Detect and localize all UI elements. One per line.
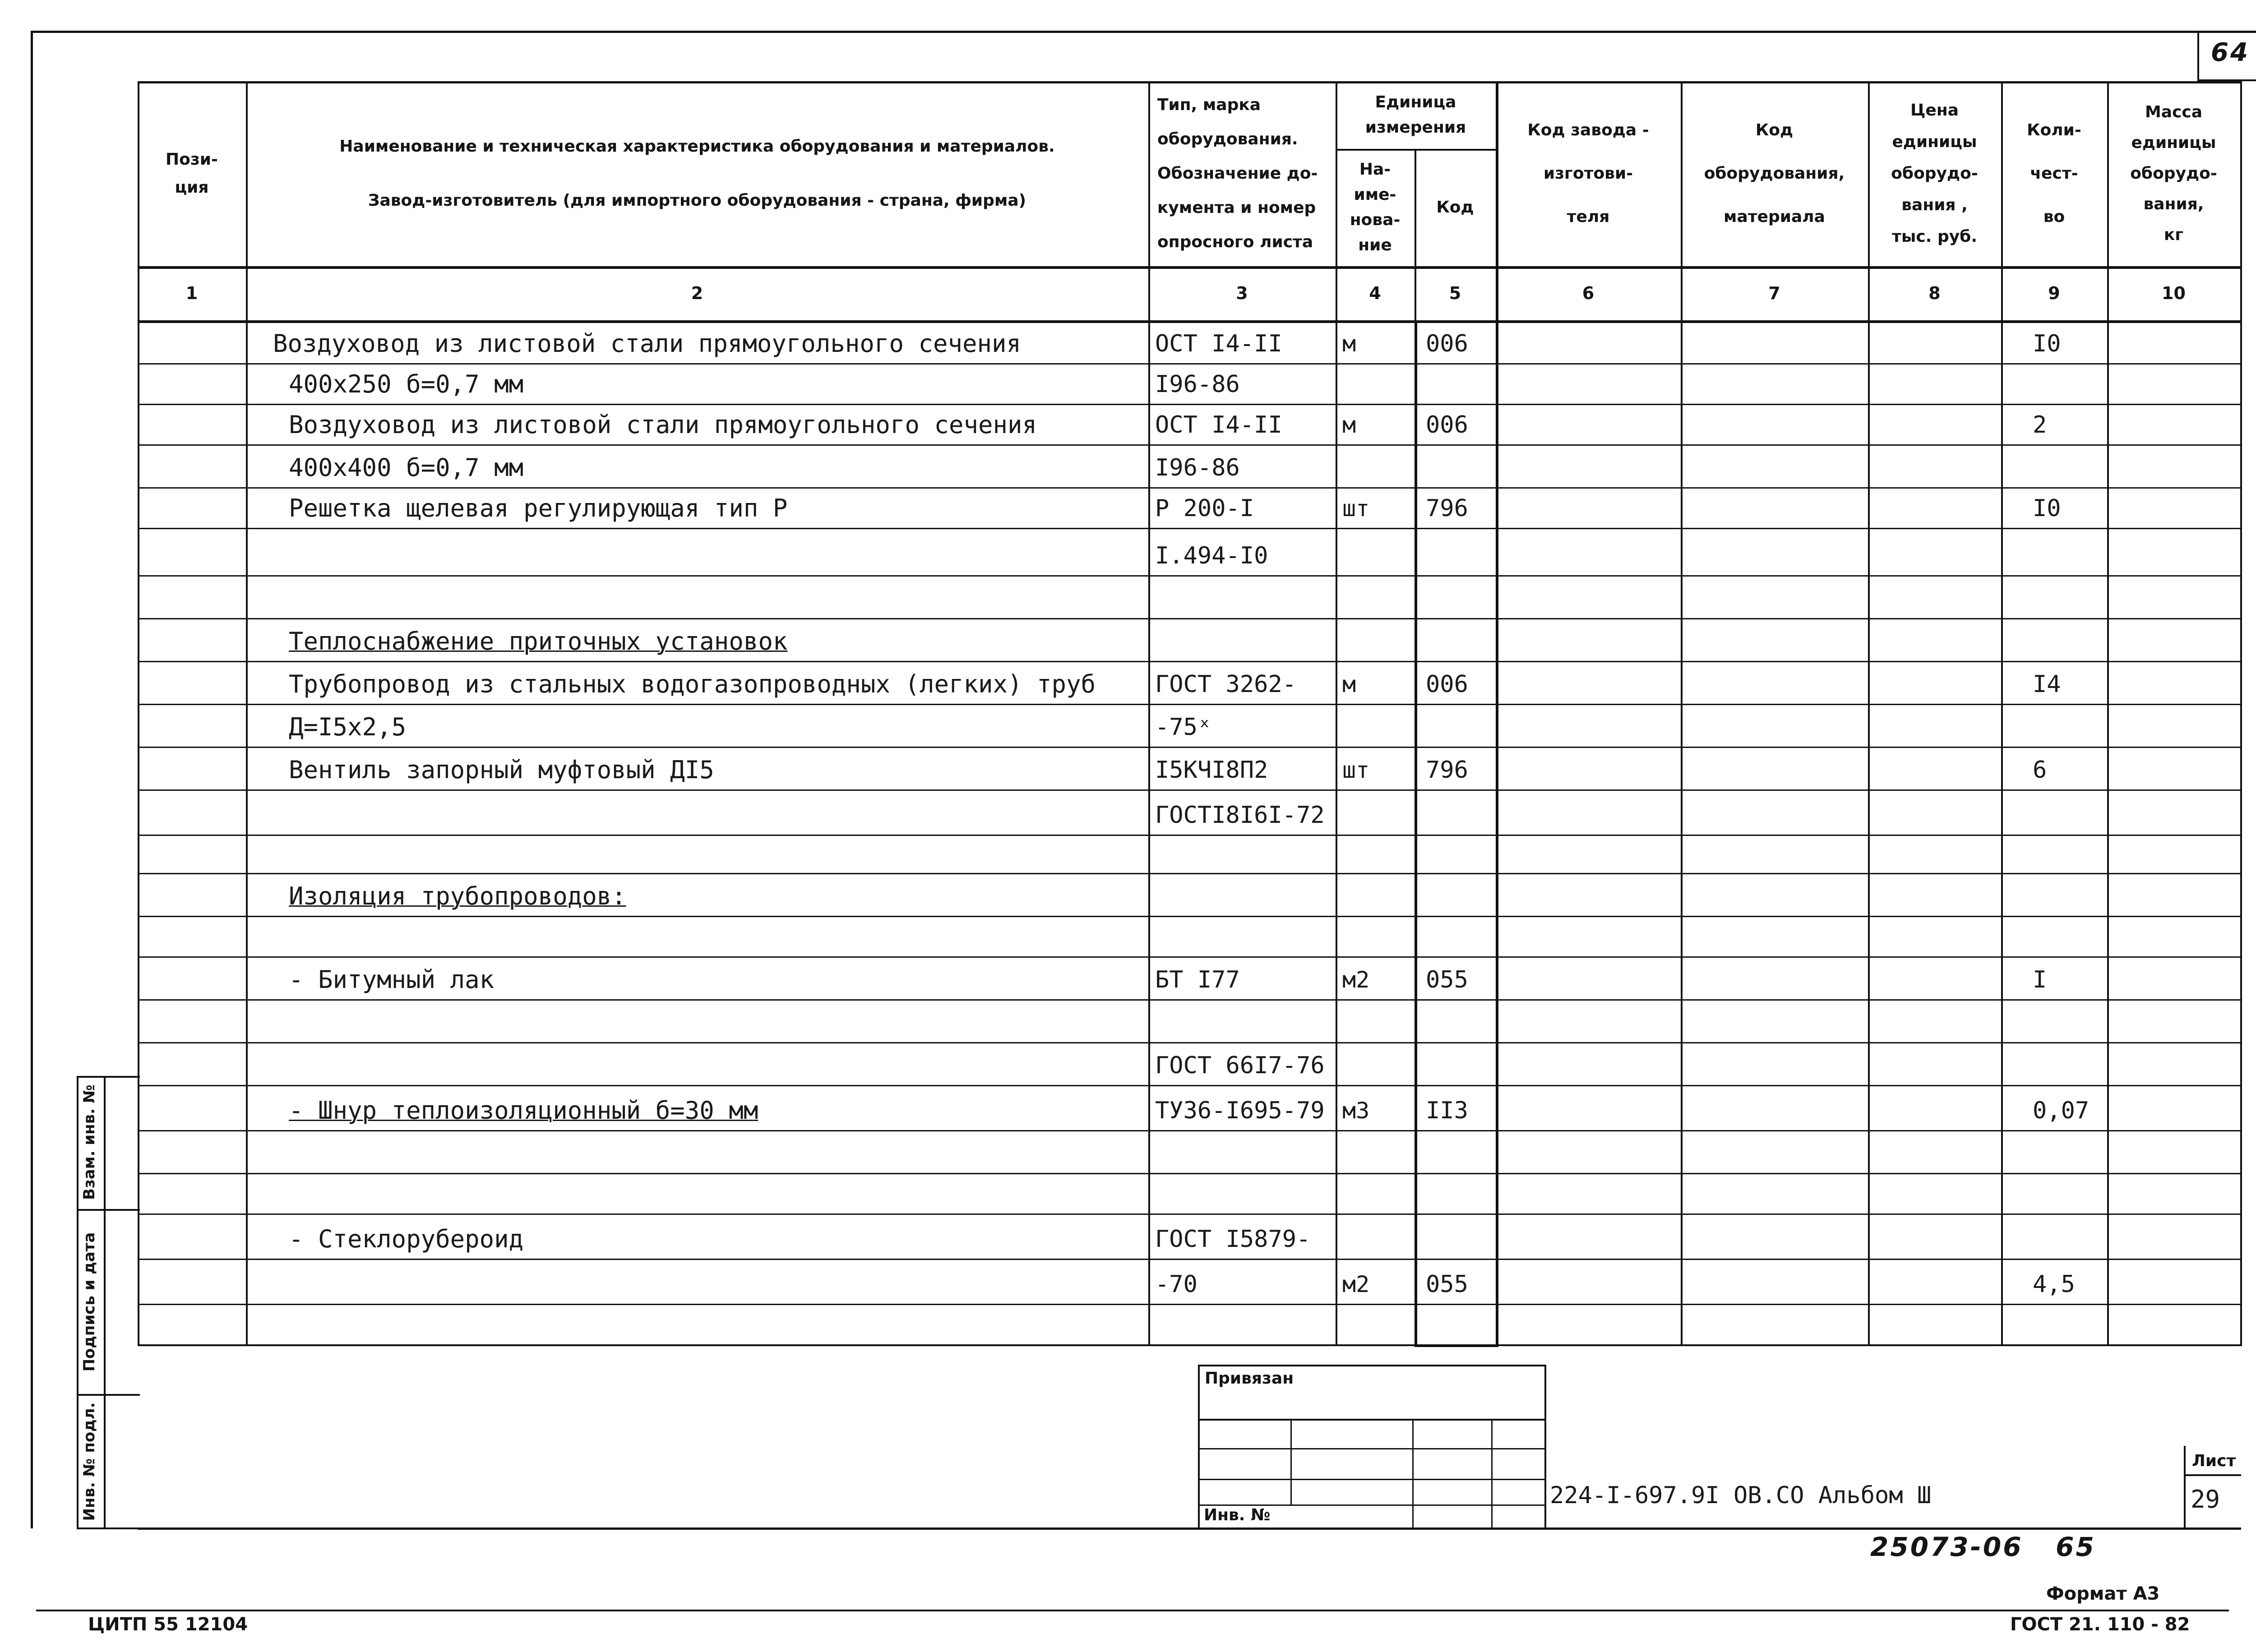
row-rule-17 <box>138 1085 2242 1086</box>
sheet-corner-number: 64 <box>2211 38 2250 67</box>
row-rule-4 <box>138 528 2242 529</box>
row-rule-0 <box>138 363 2242 365</box>
format-label: Формат А3 <box>2046 1583 2160 1604</box>
item-name: Воздуховод из листовой стали прямоугольного сечения <box>273 329 1022 358</box>
item-document: -75ˣ <box>1155 714 1212 741</box>
table-number-rule <box>138 320 2242 323</box>
item-quantity: I0 <box>2033 330 2061 357</box>
title-bottom <box>138 1527 2241 1530</box>
table-bottom-rule <box>138 1344 2242 1346</box>
row-rule-12 <box>138 873 2242 874</box>
row-rule-22 <box>138 1304 2242 1305</box>
header-quantity: Коли- чест- во <box>2027 121 2081 226</box>
item-unit: м <box>1342 671 1356 697</box>
tb-privyazan-right <box>1544 1365 1546 1528</box>
code-col-thick-right <box>1496 320 1498 1346</box>
header-equipment-code: Код оборудования, материала <box>1704 121 1845 226</box>
item-unit-code: 055 <box>1426 966 1468 993</box>
item-quantity: I0 <box>2033 495 2061 522</box>
tb-h1 <box>1198 1419 1545 1421</box>
item-name: - Битумный лак <box>289 965 495 994</box>
header-unit-code: Код <box>1436 198 1474 217</box>
row-rule-1 <box>138 404 2242 405</box>
item-name: Трубопровод из стальных водогазопроводных (легких) труб <box>289 670 1096 698</box>
handwritten-number: 25073-06 65 <box>1870 1532 2096 1562</box>
column-number-3: 3 <box>1236 283 1248 303</box>
item-document: БТ I77 <box>1155 966 1240 993</box>
item-unit: м <box>1342 331 1356 357</box>
item-quantity: 0,07 <box>2033 1097 2090 1124</box>
item-quantity: 6 <box>2033 757 2047 784</box>
item-unit: м3 <box>1342 1098 1370 1124</box>
column-number-10: 10 <box>2162 283 2186 303</box>
header-factory-code: Код завода - изготови- теля <box>1527 121 1649 226</box>
column-number-5: 5 <box>1449 283 1461 303</box>
side-stamp-mid <box>104 1076 106 1529</box>
header-unit-name: На- име- нова- ние <box>1350 160 1401 254</box>
header-unit-group: Единица измерения <box>1365 93 1466 137</box>
item-document: ГОСТ I5879- <box>1155 1226 1311 1253</box>
row-rule-11 <box>138 835 2242 836</box>
bottom-rule <box>36 1610 2229 1611</box>
tb-v2 <box>1412 1419 1414 1528</box>
row-rule-5 <box>138 575 2242 577</box>
tb-list-label: Лист <box>2192 1452 2236 1470</box>
item-document: ОСТ I4-II <box>1155 330 1282 357</box>
header-mass: Масса единицы оборудо- вания, кг <box>2130 103 2217 244</box>
item-name: Д=I5х2,5 <box>289 713 407 741</box>
row-rule-16 <box>138 1042 2242 1043</box>
item-document: ГОСТ 3262- <box>1155 671 1297 698</box>
tb-privyazan-label: Привязан <box>1205 1369 1294 1388</box>
gost-label: ГОСТ 21. 110 - 82 <box>2010 1614 2190 1635</box>
code-col-thick-left <box>1415 320 1417 1346</box>
item-unit-code: 006 <box>1426 411 1468 438</box>
item-unit: м2 <box>1342 1271 1370 1297</box>
row-rule-14 <box>138 956 2242 958</box>
row-rule-3 <box>138 487 2242 489</box>
item-unit: шт <box>1342 757 1370 783</box>
column-number-9: 9 <box>2048 283 2060 303</box>
row-rule-21 <box>138 1259 2242 1260</box>
item-quantity: I4 <box>2033 671 2061 698</box>
item-document: ТУ36-I695-79 <box>1155 1097 1325 1124</box>
item-document: I96-86 <box>1155 454 1240 481</box>
row-rule-9 <box>138 747 2242 748</box>
item-document: ГОСТ 66I7-76 <box>1155 1052 1325 1079</box>
item-quantity: 4,5 <box>2033 1271 2075 1298</box>
tb-inv-label: Инв. № <box>1204 1506 1271 1524</box>
tb-list-left <box>2184 1446 2186 1528</box>
row-rule-20 <box>138 1214 2242 1215</box>
item-quantity: 2 <box>2033 411 2047 438</box>
item-document: -70 <box>1155 1271 1197 1298</box>
row-rule-18 <box>138 1130 2242 1131</box>
item-name: Воздуховод из листовой стали прямоугольного сечения <box>289 411 1037 439</box>
left-code: ЦИТП 55 12104 <box>88 1614 248 1635</box>
item-unit-code: II3 <box>1426 1097 1468 1124</box>
header-price: Цена единицы оборудо- вания , тыс. руб. <box>1891 101 1978 246</box>
column-number-2: 2 <box>691 283 703 303</box>
row-rule-13 <box>138 916 2242 917</box>
row-rule-8 <box>138 704 2242 705</box>
tb-list-number: 29 <box>2191 1485 2220 1514</box>
column-number-6: 6 <box>1582 283 1595 303</box>
column-number-7: 7 <box>1768 283 1780 303</box>
item-quantity: I <box>2033 966 2047 993</box>
item-name: - Стеклорубероид <box>289 1225 524 1253</box>
column-number-8: 8 <box>1928 283 1941 303</box>
item-name: 400х250 б=0,7 мм <box>289 370 524 398</box>
row-rule-10 <box>138 789 2242 791</box>
tb-privyazan-top <box>1198 1365 1545 1366</box>
side-stamp-left <box>77 1076 79 1529</box>
item-document: I96-86 <box>1155 371 1240 398</box>
corner-box-left <box>2197 31 2199 80</box>
item-name: Теплоснабжение приточных установок <box>289 627 788 655</box>
row-rule-19 <box>138 1173 2242 1174</box>
side-stamp-podpis: Подпись и дата <box>80 1232 98 1372</box>
column-number-4: 4 <box>1369 283 1381 303</box>
item-unit-code: 006 <box>1426 671 1468 698</box>
item-unit: шт <box>1342 495 1370 521</box>
tb-privyazan-left <box>1198 1365 1200 1528</box>
item-unit: м2 <box>1342 967 1370 993</box>
side-stamp-inv-podl: Инв. № подл. <box>80 1402 98 1521</box>
header-name: Наименование и техническая характеристика оборудования и материалов. Завод-изготовитель (для импортного оборудования - страна, фирма) <box>339 137 1055 210</box>
row-rule-6 <box>138 618 2242 619</box>
item-name: Вентиль запорный муфтовый ДI5 <box>289 756 714 784</box>
col-line-10 <box>2240 81 2242 1346</box>
item-unit: м <box>1342 412 1356 438</box>
item-document: Р 200-I <box>1155 495 1254 522</box>
row-rule-2 <box>138 444 2242 446</box>
tb-v1 <box>1290 1419 1292 1504</box>
header-type-doc: Тип, марка оборудования. Обозначение до- кумента и номер опросного листа <box>1157 96 1318 251</box>
item-name: Изоляция трубопроводов: <box>289 882 626 910</box>
column-number-1: 1 <box>185 283 198 303</box>
side-stamp-vzam: Взам. инв. № <box>80 1084 98 1200</box>
tb-h3 <box>1198 1479 1545 1480</box>
header-position: Пози- ция <box>166 150 218 197</box>
item-unit-code: 796 <box>1426 495 1468 522</box>
item-unit-code: 006 <box>1426 330 1468 357</box>
item-document: I.494-I0 <box>1155 542 1268 569</box>
row-rule-7 <box>138 661 2242 662</box>
tb-designation: 224-I-697.9I ОВ.СО Альбом Ш <box>1550 1482 1932 1509</box>
tb-list-sep <box>2184 1474 2241 1476</box>
row-rule-15 <box>138 999 2242 1001</box>
frame-top <box>32 31 2256 33</box>
tb-h2 <box>1198 1448 1545 1449</box>
item-document: ОСТ I4-II <box>1155 411 1282 438</box>
item-unit-code: 055 <box>1426 1271 1468 1298</box>
tb-v3 <box>1491 1419 1493 1528</box>
item-name: - Шнур теплоизоляционный б=30 мм <box>289 1096 758 1125</box>
item-document: I5КЧI8П2 <box>1155 757 1268 784</box>
item-document: ГОСТI8I6I-72 <box>1155 802 1325 829</box>
item-unit-code: 796 <box>1426 757 1468 784</box>
item-name: Решетка щелевая регулирующая тип Р <box>289 494 788 522</box>
frame-left <box>31 31 33 1528</box>
item-name: 400х400 б=0,7 мм <box>289 453 524 482</box>
